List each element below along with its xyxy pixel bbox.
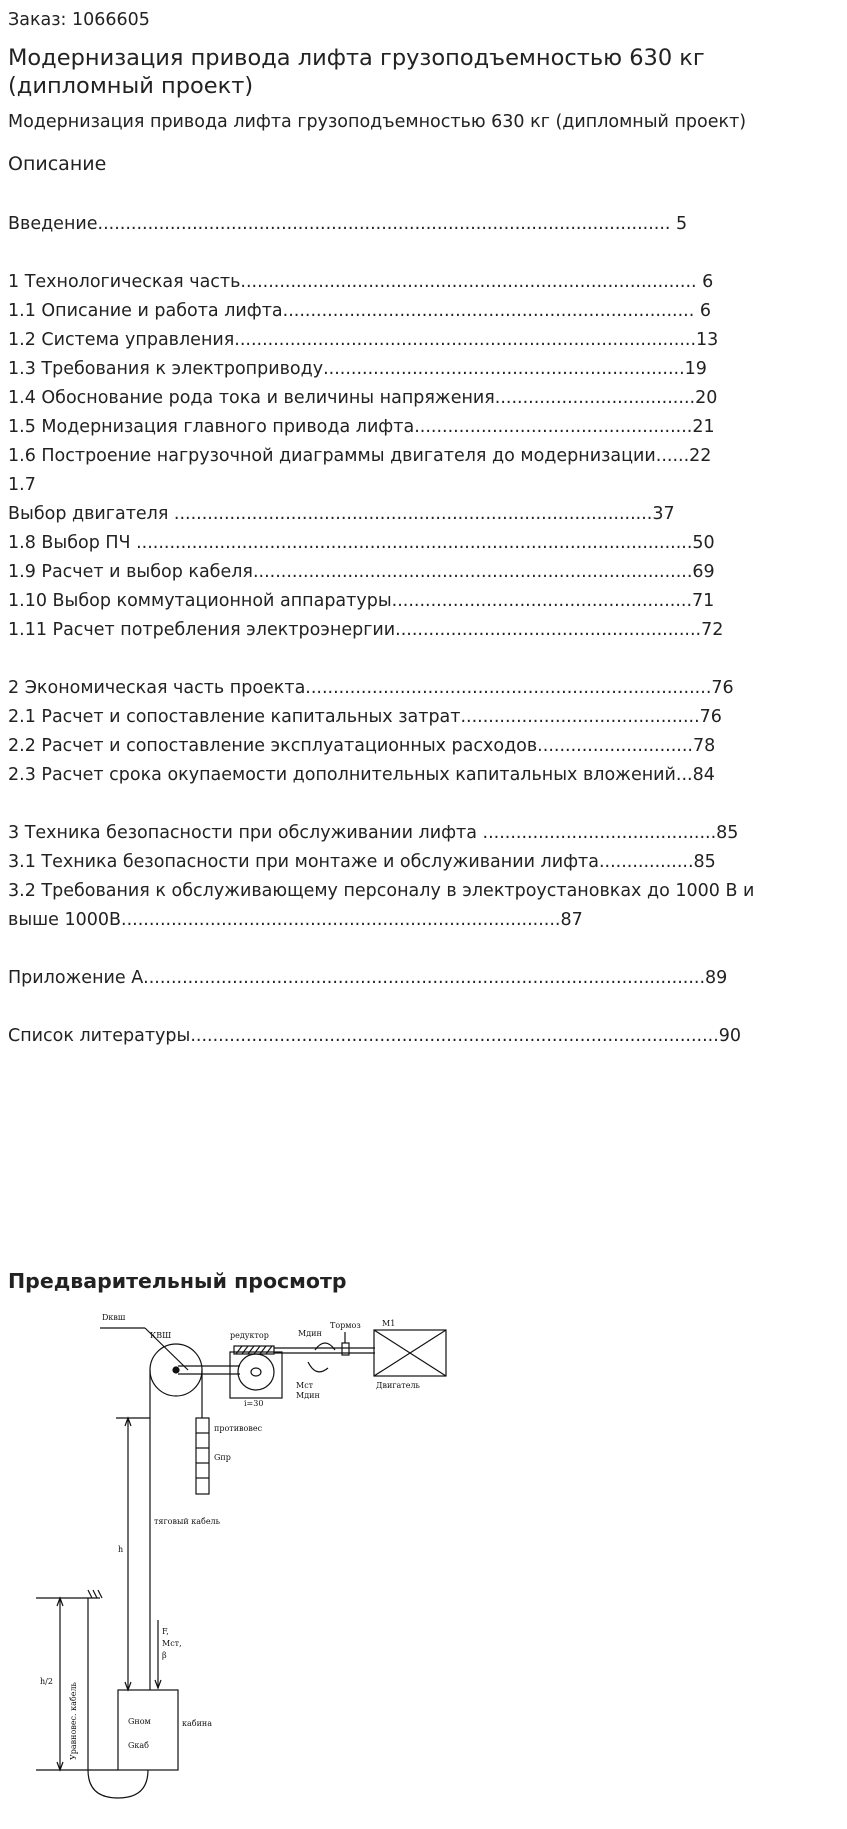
toc-line: 1.8 Выбор ПЧ ....................................................................................................50 — [8, 533, 715, 553]
sheave-axle — [173, 1367, 179, 1373]
toc-line: Приложение А.....................................................................................................89 — [8, 968, 728, 988]
label-traction-cable: тяговый кабель — [154, 1517, 220, 1526]
toc-line — [8, 790, 839, 819]
label-mst: Mст — [296, 1381, 314, 1390]
toc-line: выше 1000В...............................................................................87 — [8, 910, 583, 930]
reducer-gear — [238, 1354, 274, 1390]
toc-line: 1.3 Требования к электроприводу.................................................................19 — [8, 359, 707, 379]
preview-heading: Предварительный просмотр — [8, 1269, 347, 1293]
toc-line: 1.5 Модернизация главного привода лифта..................................................21 — [8, 417, 715, 437]
toc-line: 1.9 Расчет и выбор кабеля...............................................................................69 — [8, 562, 715, 582]
label-dkvsh: Dквш — [102, 1313, 126, 1322]
label-m1: М1 — [382, 1319, 396, 1328]
label-h-half: h/2 — [40, 1677, 53, 1686]
toc-line: Введение....................................................................................................... 5 — [8, 214, 688, 234]
toc-line: 3.1 Техника безопасности при монтаже и обслуживании лифта.................85 — [8, 852, 716, 872]
label-cabin: кабина — [182, 1719, 213, 1728]
toc-line: 1.11 Расчет потребления электроэнергии.......................................................72 — [8, 620, 724, 640]
toc-line: 1.7 — [8, 475, 36, 495]
label-mdin: Mдин — [296, 1391, 320, 1400]
order-number: Заказ: 1066605 — [8, 10, 150, 30]
label-motor: Двигатель — [376, 1381, 420, 1390]
page-subtitle: Модернизация привода лифта грузоподъемностью 630 кг (дипломный проект) — [8, 112, 747, 132]
label-gpr: Gпр — [214, 1453, 231, 1462]
toc-line — [8, 645, 839, 674]
toc-line: 1.4 Обоснование рода тока и величины напряжения....................................20 — [8, 388, 718, 408]
lift-kinematic-diagram — [30, 1300, 490, 1820]
reducer-hub — [251, 1368, 261, 1376]
label-balancing-cable: Уравновес. кабель — [69, 1682, 78, 1760]
description-heading: Описание — [8, 153, 107, 175]
toc-line — [8, 935, 839, 964]
label-counterweight: противовес — [214, 1424, 263, 1433]
toc-line: 1.1 Описание и работа лифта.......................................................................... 6 — [8, 301, 711, 321]
counterweight-block — [196, 1418, 209, 1494]
label-brake: Тормоз — [330, 1321, 361, 1330]
table-of-contents — [8, 210, 839, 1051]
toc-line: 1 Технологическая часть.................................................................................. 6 — [8, 272, 714, 292]
label-gnom: Gном — [128, 1717, 151, 1726]
moment-arrow-bottom — [308, 1362, 328, 1372]
toc-line: 2.3 Расчет срока окупаемости дополнительных капитальных вложений...84 — [8, 765, 715, 785]
toc-line: 1.6 Построение нагрузочной диаграммы двигателя до модернизации......22 — [8, 446, 712, 466]
label-f: F, — [162, 1627, 169, 1636]
toc-line: Выбор двигателя ......................................................................................37 — [8, 504, 675, 524]
label-beta: β — [162, 1651, 167, 1660]
toc-line — [8, 239, 839, 268]
toc-line: 2.1 Расчет и сопоставление капитальных затрат...........................................76 — [8, 707, 722, 727]
toc-line: Список литературы...............................................................................................90 — [8, 1026, 742, 1046]
toc-line: 2.2 Расчет и сопоставление эксплуатационных расходов............................78 — [8, 736, 716, 756]
toc-line — [8, 993, 839, 1022]
toc-line: 1.2 Система управления...................................................................................13 — [8, 330, 719, 350]
toc-line: 1.10 Выбор коммутационной аппаратуры......................................................71 — [8, 591, 715, 611]
toc-line: 3.2 Требования к обслуживающему персоналу в электроустановках до 1000 В и — [8, 881, 755, 901]
cabin-box — [118, 1690, 178, 1770]
label-kvsh: КВШ — [150, 1331, 172, 1340]
label-mst2: Mст, — [162, 1639, 182, 1648]
document — [8, 8, 839, 1051]
balancing-cable-loop — [88, 1770, 148, 1798]
label-gkab: Gкаб — [128, 1741, 149, 1750]
label-ratio: i=30 — [244, 1399, 264, 1408]
toc-line: 3 Техника безопасности при обслуживании лифта ..........................................85 — [8, 823, 739, 843]
label-h: h — [118, 1545, 124, 1554]
label-mdin-top: Mдин — [298, 1329, 322, 1338]
moment-arrow-top — [315, 1343, 335, 1350]
label-reducer: редуктор — [230, 1331, 269, 1340]
page-title: Модернизация привода лифта грузоподъемностью 630 кг (дипломный проект) — [8, 45, 705, 99]
toc-line: 2 Экономическая часть проекта.........................................................................76 — [8, 678, 734, 698]
reducer-worm — [234, 1346, 274, 1354]
